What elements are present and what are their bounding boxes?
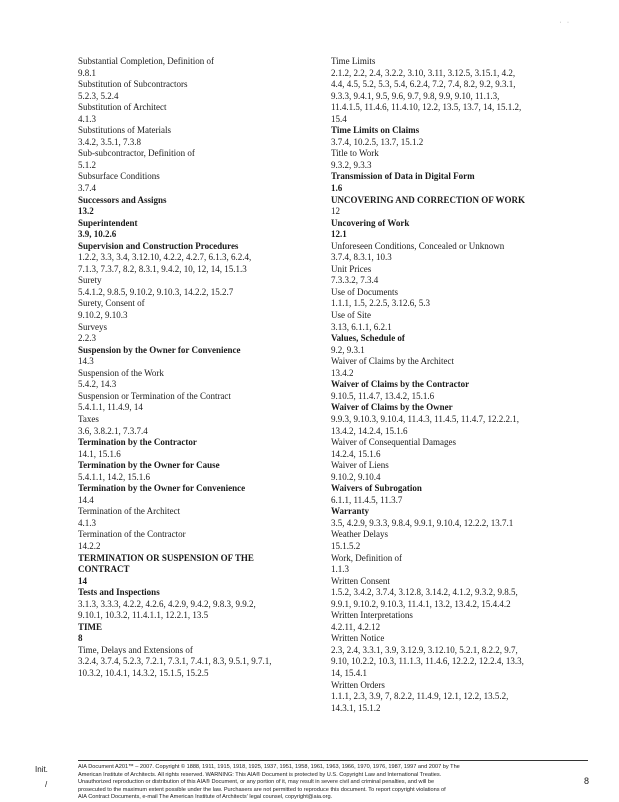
index-entry-line: 5.4.1.2, 9.8.5, 9.10.2, 9.10.3, 14.2.2, 15.2.7 [78, 286, 234, 297]
index-entry-line: Warranty [331, 506, 369, 517]
index-entry-line: Work, Definition of [331, 552, 403, 563]
index-entry-line: 13.4.2 [331, 367, 354, 378]
index-entry-line: 5.4.2, 14.3 [78, 379, 117, 390]
index-entry-line: Suspension of the Work [78, 367, 164, 378]
index-entry-line: 4.4, 4.5, 5.2, 5.3, 5.4, 6.2.4, 7.2, 7.4, 8.2, 9.2, 9.3.1, [331, 79, 516, 90]
index-entry-line: Successors and Assigns [78, 194, 167, 205]
page-number: 8 [583, 776, 589, 786]
index-entry-line: 3.7.4, 10.2.5, 13.7, 15.1.2 [331, 136, 424, 147]
index-entry-line: 13.2 [78, 206, 94, 217]
index-entry-line: Termination of the Architect [78, 506, 181, 517]
index-entry-line: 14.1, 15.1.6 [78, 448, 121, 459]
index-entry-line: Written Notice [331, 633, 385, 644]
index-entry-line: Time Limits [331, 56, 376, 66]
index-entry-line: 3.1.3, 3.3.3, 4.2.2, 4.2.6, 4.2.9, 9.4.2, 9.8.3, 9.9.2, [78, 598, 256, 609]
index-entry-line: 14.2.2 [78, 540, 101, 551]
index-entry-line: Surveys [78, 321, 107, 332]
index-entry-line: 1.5.2, 3.4.2, 3.7.4, 3.12.8, 3.14.2, 4.1.2, 9.3.2, 9.8.5, [331, 587, 518, 598]
index-entry-line: 13.4.2, 14.2.4, 15.1.6 [331, 425, 408, 436]
index-entry-line: 3.6, 3.8.2.1, 7.3.7.4 [78, 425, 148, 436]
index-entry-line: Waiver of Claims by the Contractor [331, 379, 470, 390]
index-entry-line: 9.9.3, 9.10.3, 9.10.4, 11.4.3, 11.4.5, 11.4.7, 12.2.2.1, [331, 413, 519, 424]
index-entry-line: Taxes [78, 413, 99, 424]
index-entry-line: 12.1 [331, 229, 347, 240]
index-entry-line: Weather Delays [331, 529, 388, 540]
index-entry-line: 5.2.3, 5.2.4 [78, 90, 119, 101]
index-entry-line: 1.1.1, 2.3, 3.9, 7, 8.2.2, 11.4.9, 12.1, 12.2, 13.5.2, [331, 691, 509, 702]
init-slash: / [45, 780, 48, 789]
footer-divider [78, 760, 588, 761]
index-entry-line: 9.10.2, 9.10.3 [78, 310, 128, 321]
index-entry-line: 9.8.1 [78, 67, 96, 78]
index-entry-line: Waiver of Claims by the Architect [331, 356, 454, 367]
index-entry-line: 4.1.3 [78, 517, 96, 528]
index-entry-line: 14.4 [78, 494, 94, 505]
index-entry-line: 5.1.2 [78, 159, 96, 170]
index-entry-line: Waiver of Consequential Damages [331, 437, 456, 448]
index-entry-line: 9.10.1, 10.3.2, 11.4.1.1, 12.2.1, 13.5 [78, 610, 209, 621]
copyright-line: AIA Contract Documents, e-mail The American Institute of Architects' legal counsel, copyright@aia.org. [78, 794, 333, 801]
index-entry-line: 2.2.3 [78, 333, 96, 344]
index-entry-line: Use of Site [331, 310, 371, 321]
index-entry-line: Substantial Completion, Definition of [78, 56, 214, 66]
copyright-notice [78, 764, 578, 802]
index-column-left [78, 56, 328, 680]
index-entry-line: UNCOVERING AND CORRECTION OF WORK [331, 194, 526, 205]
index-entry-line: CONTRACT [78, 564, 130, 575]
index-entry-line: 9.10.5, 11.4.7, 13.4.2, 15.1.6 [331, 390, 435, 401]
index-entry-line: Substitutions of Materials [78, 125, 171, 136]
index-entry-line: 12 [331, 206, 340, 217]
index-entry-line: 14.3.1, 15.1.2 [331, 702, 381, 713]
index-entry-line: 8 [78, 633, 83, 644]
index-entry-line: Waivers of Subrogation [331, 483, 422, 494]
index-entry-line: 3.2.4, 3.7.4, 5.2.3, 7.2.1, 7.3.1, 7.4.1, 8.3, 9.5.1, 9.7.1, [78, 656, 272, 667]
index-entry-line: 9.9.1, 9.10.2, 9.10.3, 11.4.1, 13.2, 13.4.2, 15.4.4.2 [331, 598, 511, 609]
index-entry-line: 3.5, 4.2.9, 9.3.3, 9.8.4, 9.9.1, 9.10.4, 12.2.2, 13.7.1 [331, 517, 514, 528]
index-entry-line: 5.4.1.1, 11.4.9, 14 [78, 402, 143, 413]
index-entry-line: 6.1.1, 11.4.5, 11.3.7 [331, 494, 403, 505]
copyright-line: American Institute of Architects. All rights reserved. WARNING: This AIA® Document is protected by U.S. Copyright Law and International Treaties. [78, 771, 442, 778]
index-entry-line: Title to Work [331, 148, 379, 159]
index-entry-line: Sub-subcontractor, Definition of [78, 148, 195, 159]
index-entry-line: 1.6 [331, 183, 343, 194]
index-entry-line: Surety, Consent of [78, 298, 145, 309]
index-entry-line: Superintendent [78, 217, 138, 228]
index-entry-line: Substitution of Architect [78, 102, 167, 113]
index-entry-line: 1.1.3 [331, 564, 349, 575]
index-entry-line: 3.7.4, 8.3.1, 10.3 [331, 252, 392, 263]
index-entry-line: 9.10, 10.2.2, 10.3, 11.1.3, 11.4.6, 12.2.2, 12.2.4, 13.3, [331, 656, 524, 667]
index-entry-line: 9.3.2, 9.3.3 [331, 159, 372, 170]
index-entry-line: Tests and Inspections [78, 587, 160, 598]
index-entry-line: Waiver of Claims by the Owner [331, 402, 453, 413]
index-entry-line: Unit Prices [331, 263, 372, 274]
index-entry-line: 3.9, 10.2.6 [78, 229, 117, 240]
index-entry-line: Waiver of Liens [331, 460, 389, 471]
corner-mark: · · [559, 20, 571, 26]
index-entry-line: 7.1.3, 7.3.7, 8.2, 8.3.1, 9.4.2, 10, 12, 14, 15.1.3 [78, 263, 247, 274]
index-entry-line: Substitution of Subcontractors [78, 79, 188, 90]
index-entry-line: 4.1.3 [78, 113, 96, 124]
index-entry-line: 9.2, 9.3.1 [331, 344, 365, 355]
init-label: Init. [35, 765, 48, 774]
index-entry-line: Subsurface Conditions [78, 171, 160, 182]
index-entry-line: 7.3.3.2, 7.3.4 [331, 275, 379, 286]
index-entry-line: Time Limits on Claims [331, 125, 420, 136]
index-entry-line: Transmission of Data in Digital Form [331, 171, 475, 182]
index-entry-line: 14.3 [78, 356, 94, 367]
index-entry-line: Unforeseen Conditions, Concealed or Unknown [331, 240, 505, 251]
index-entry-line: Use of Documents [331, 286, 398, 297]
index-entry-line: Surety [78, 275, 102, 286]
index-entry-line: Termination of the Contractor [78, 529, 186, 540]
footer-initials [35, 765, 48, 789]
index-entry-line: Written Interpretations [331, 610, 413, 621]
index-entry-line: 3.7.4 [78, 183, 96, 194]
index-entry-line: Supervision and Construction Procedures [78, 240, 239, 251]
index-entry-line: 9.10.2, 9.10.4 [331, 471, 381, 482]
index-entry-line: Time, Delays and Extensions of [78, 644, 193, 655]
index-entry-line: 5.4.1.1, 14.2, 15.1.6 [78, 471, 150, 482]
index-entry-line: Suspension or Termination of the Contract [78, 390, 231, 401]
index-entry-line: 15.4 [331, 113, 347, 124]
index-entry-line: Written Orders [331, 679, 385, 690]
index-entry-line: 10.3.2, 10.4.1, 14.3.2, 15.1.5, 15.2.5 [78, 667, 209, 678]
index-entry-line: TIME [78, 621, 103, 632]
index-column-right [331, 56, 581, 714]
index-entry-line: 14, 15.4.1 [331, 667, 367, 678]
index-entry-line: 2.1.2, 2.2, 2.4, 3.2.2, 3.10, 3.11, 3.12.5, 3.15.1, 4.2, [331, 67, 516, 78]
index-entry-line: Termination by the Contractor [78, 437, 197, 448]
index-entry-line: Termination by the Owner for Cause [78, 460, 220, 471]
index-entry-line: Termination by the Owner for Convenience [78, 483, 246, 494]
index-entry-line: 1.2.2, 3.3, 3.4, 3.12.10, 4.2.2, 4.2.7, 6.1.3, 6.2.4, [78, 252, 252, 263]
index-entry-line: 4.2.11, 4.2.12 [331, 621, 381, 632]
index-entry-line: 15.1.5.2 [331, 540, 361, 551]
copyright-line: AIA Document A201™ – 2007. Copyright © 1888, 1911, 1915, 1918, 1925, 1937, 1951, 1958, 1961, 1963, 1966, 1970, 1976, 1987, 1997 and 2007 by The [78, 764, 460, 770]
index-entry-line: Suspension by the Owner for Convenience [78, 344, 241, 355]
index-entry-line: 2.3, 2.4, 3.3.1, 3.9, 3.12.9, 3.12.10, 5.2.1, 8.2.2, 9.7, [331, 644, 518, 655]
index-entry-line: 1.1.1, 1.5, 2.2.5, 3.12.6, 5.3 [331, 298, 430, 309]
index-entry-line: 14.2.4, 15.1.6 [331, 448, 381, 459]
copyright-line: Unauthorized reproduction or distribution of this AIA® Document, or any portion of it, may result in severe civil and criminal penalties, and will be [78, 779, 435, 786]
index-entry-line: 3.4.2, 3.5.1, 7.3.8 [78, 136, 141, 147]
index-entry-line: TERMINATION OR SUSPENSION OF THE [78, 552, 254, 563]
copyright-line: prosecuted to the maximum extent possible under the law. Purchasers are not permitted to reproduce this document. To report copyright violations of [78, 786, 446, 793]
index-entry-line: 14 [78, 575, 87, 586]
index-entry-line: 11.4.1.5, 11.4.6, 11.4.10, 12.2, 13.5, 13.7, 14, 15.1.2, [331, 102, 522, 113]
index-entry-line: Values, Schedule of [331, 333, 405, 344]
index-entry-line: Written Consent [331, 575, 390, 586]
index-entry-line: Uncovering of Work [331, 217, 410, 228]
index-entry-line: 9.3.3, 9.4.1, 9.5, 9.6, 9.7, 9.8, 9.9, 9.10, 11.1.3, [331, 90, 500, 101]
index-entry-line: 3.13, 6.1.1, 6.2.1 [331, 321, 392, 332]
